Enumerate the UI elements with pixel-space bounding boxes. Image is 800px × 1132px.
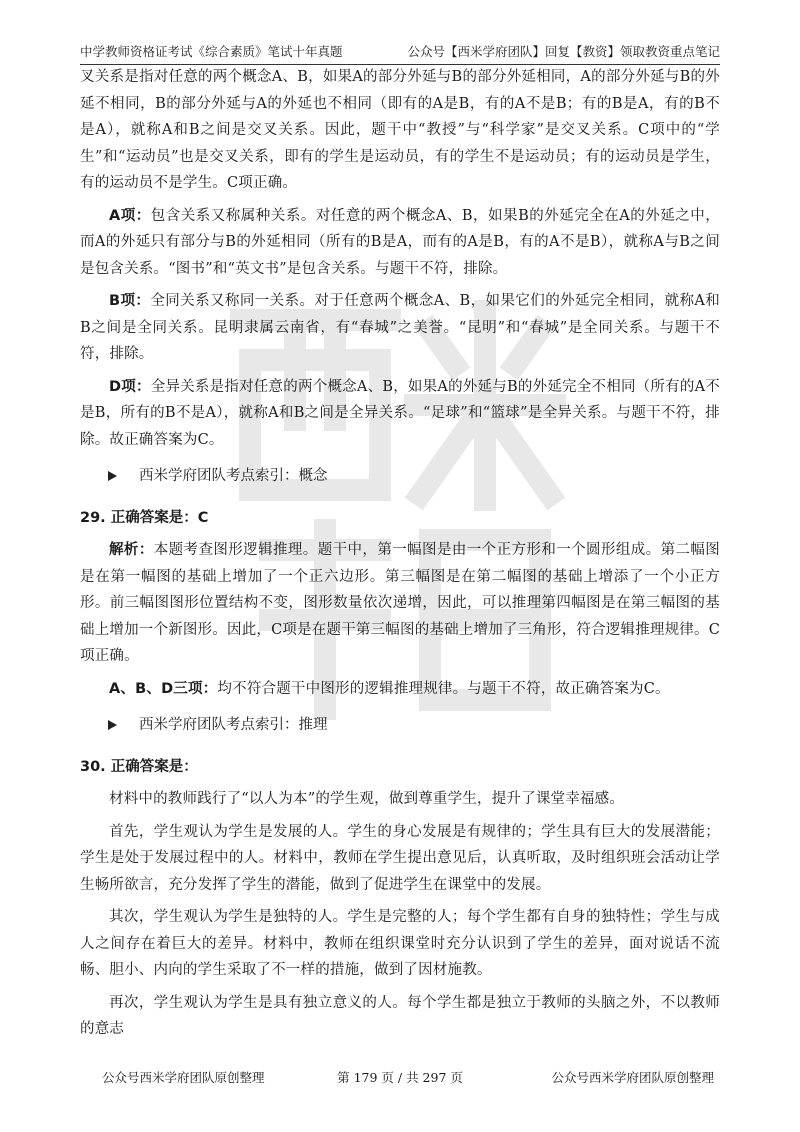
question-29-answer: 29. 正确答案是：C [80, 510, 209, 526]
option-b-explanation [80, 288, 720, 368]
options-abd-text: 均不符合题干中图形的逻辑推理规律。与题干不符，故正确答案为C。 [217, 680, 670, 697]
analysis-label: 解析： [109, 542, 154, 558]
question-29-analysis [80, 537, 720, 670]
arrow-bullet-icon [108, 471, 117, 481]
paragraph-cross-relation: 叉关系是指对任意的两个概念A、B，如果A的部分外延与B的部分外延相同，A的部分外延与B的外延不相同，B的部分外延与A的外延也不相同（即有的A是B，有的A不是B；有的B是A，有的B不是A），就称A和B之间是交叉关系。因此，题干中“教授”与“科学家”是交叉关系。C项中的“学生”和“运动员”也是交叉关系，即有的学生是运动员，有的学生不是运动员；有的运动员是学生，有的运动员不是学生。C项正确。 [80, 69, 720, 191]
question-30-point-2: 其次，学生观认为学生是独特的人。学生是完整的人；每个学生都有自身的独特性；学生与成人之间存在着巨大的差异。材料中，教师在组织课堂时充分认识到了学生的差异，面对说话不流畅、胆小、内向的学生采取了不一样的措施，做到了因材施教。 [80, 909, 720, 978]
question-30-summary: 材料中的教师践行了“以人为本”的学生观，做到尊重学生，提升了课堂幸福感。 [109, 791, 625, 807]
footer-right: 公众号西米学府团队原创整理 [551, 1070, 714, 1085]
option-b-label: B项： [109, 293, 151, 309]
page-footer [80, 1068, 720, 1090]
page-header [80, 40, 720, 65]
arrow-bullet-icon [108, 720, 117, 730]
question-30-point-1: 首先，学生观认为学生是发展的人。学生的身心发展是有规律的；学生具有巨大的发展潜能；学生是处于发展过程中的人。材料中，教师在学生提出意见后，认真听取，及时组织班会活动让学生畅所欲言，充分发挥了学生的潜能，做到了促进学生在课堂中的发展。 [80, 823, 720, 893]
index-bullet-concept [80, 463, 720, 489]
header-promo: 公众号【西米学府团队】回复【教资】领取教资重点笔记 [407, 44, 720, 59]
question-30-point-3: 再次，学生观认为学生是具有独立意义的人。每个学生都是独立于教师的头脑之外，不以教师的意志 [80, 994, 720, 1037]
page-content [80, 64, 720, 1043]
options-abd-explanation [80, 676, 720, 703]
option-a-text: 包含关系又称属种关系。对任意的两个概念A、B，如果B的外延完全在A的外延之中，而A的外延只有部分与B的外延相同（所有的B是A，而有的A是B，有的A不是B），就称A与B之间是包含关系。“图书”和“英文书”是包含关系。与题干不符，排除。 [80, 207, 720, 277]
analysis-text: 本题考查图形逻辑推理。题干中，第一幅图是由一个正方形和一个圆形组成。第二幅图是在第一幅图的基础上增加了一个正六边形。第三幅图是在第二幅图的基础上增添了一个小正方形。前三幅图图形位置结构不变，图形数量依次递增，因此，可以推理第四幅图是在第三幅图的基础上增加一个新图形。因此，C项是在题干第三幅图的基础上增加了三角形，符合逻辑推理规律。C项正确。 [80, 542, 720, 664]
options-abd-label: A、B、D三项： [109, 680, 218, 697]
index-text-reasoning: 西米学府团队考点索引：推理 [139, 717, 328, 733]
option-d-explanation [80, 374, 720, 454]
footer-left: 公众号西米学府团队原创整理 [102, 1070, 265, 1085]
header-title: 中学教师资格证考试《综合素质》笔试十年真题 [80, 44, 343, 59]
index-text-concept: 西米学府团队考点索引：概念 [139, 468, 328, 484]
option-a-explanation [80, 203, 720, 283]
index-bullet-reasoning [80, 712, 720, 738]
question-30-answer: 30. 正确答案是： [80, 759, 198, 775]
option-b-text: 全同关系又称同一关系。对于任意两个概念A、B，如果它们的外延完全相同，就称A和B之间是全同关系。昆明隶属云南省，有“春城”之美誉。“昆明”和“春城”是全同关系。与题干不符，排除。 [80, 293, 720, 362]
option-a-label: A项： [109, 207, 151, 224]
option-d-label: D项： [109, 378, 151, 395]
option-d-text: 全异关系是指对任意的两个概念A、B，如果A的外延与B的外延完全不相同（所有的A不是B，所有的B不是A），就称A和B之间是全异关系。“足球”和“篮球”是全异关系。与题干不符，排除。故正确答案为C。 [80, 378, 720, 448]
page-number: 第 179 页 / 共 297 页 [337, 1070, 463, 1085]
